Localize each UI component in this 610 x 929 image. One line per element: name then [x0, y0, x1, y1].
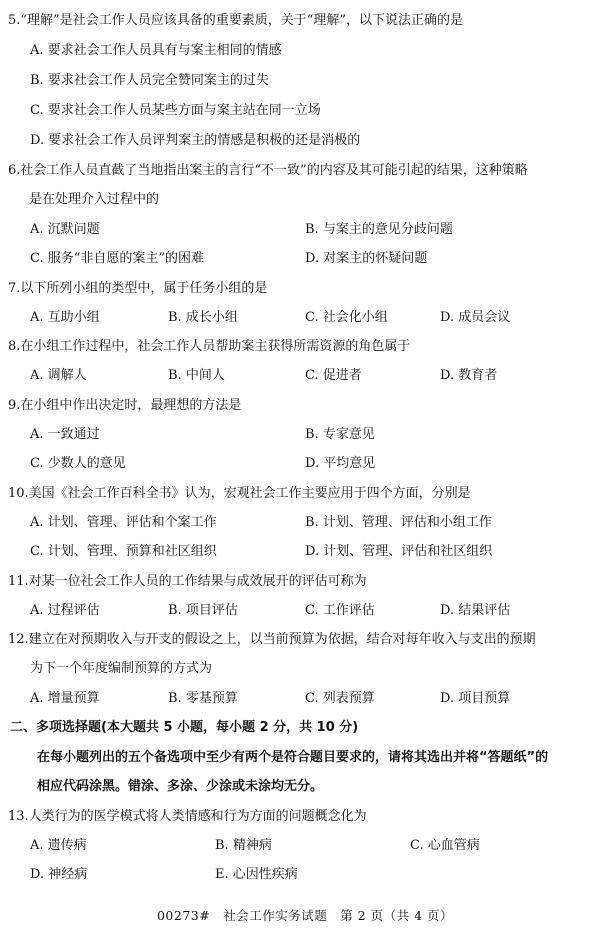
q5-stem: 5.“理解”是社会工作人员应该具备的重要素质，关于“理解”，以下说法正确的是 — [8, 13, 463, 28]
section-2-instruction-line2: 相应代码涂黑。错涂、多涂、少涂或未涂均无分。 — [37, 779, 324, 794]
q12-option-a: A. 增量预算 — [30, 691, 100, 706]
q7-option-d: D. 成员会议 — [440, 310, 511, 325]
q11-option-c: C. 工作评估 — [305, 603, 375, 618]
q13-option-b: B. 精神病 — [215, 838, 272, 853]
q12-option-c: C. 列表预算 — [305, 691, 375, 706]
q11-option-b: B. 项目评估 — [168, 603, 238, 618]
q12-option-d: D. 项目预算 — [440, 691, 511, 706]
q8-option-a: A. 调解人 — [30, 368, 87, 383]
section-2-title: 二、多项选择题(本大题共 5 小题，每小题 2 分，共 10 分) — [10, 720, 359, 735]
q8-stem: 8.在小组工作过程中，社会工作人员帮助案主获得所需资源的角色属于 — [8, 339, 411, 354]
q7-option-a: A. 互助小组 — [30, 310, 100, 325]
q8-option-b: B. 中间人 — [168, 368, 225, 383]
q9-option-b: B. 专家意见 — [305, 427, 375, 442]
q7-option-c: C. 社会化小组 — [305, 310, 388, 325]
q8-option-d: D. 教育者 — [440, 368, 498, 383]
q11-option-d: D. 结果评估 — [440, 603, 511, 618]
q10-stem: 10.美国《社会工作百科全书》认为，宏观社会工作主要应用于四个方面，分别是 — [8, 486, 471, 501]
q12-stem-line1: 12.建立在对预期收入与开支的假设之上，以当前预算为依据，结合对每年收入与支出的预期 — [8, 632, 536, 647]
q13-option-e: E. 心因性疾病 — [215, 867, 298, 882]
q10-option-b: B. 计划、管理、评估和小组工作 — [305, 515, 492, 530]
q6-option-b: B. 与案主的意见分歧问题 — [305, 222, 453, 237]
q10-option-a: A. 计划、管理、评估和个案工作 — [30, 515, 217, 530]
q6-stem-line2: 是在处理介入过程中的 — [29, 192, 160, 207]
page-footer: 00273# 社会工作实务试题 第 2 页（共 4 页） — [156, 908, 454, 923]
q12-stem-line2: 为下一个年度编制预算的方式为 — [30, 661, 213, 676]
q13-option-d: D. 神经病 — [30, 867, 88, 882]
q11-option-a: A. 过程评估 — [30, 603, 100, 618]
q7-stem: 7.以下所列小组的类型中，属于任务小组的是 — [8, 281, 268, 296]
q9-option-a: A. 一致通过 — [30, 427, 100, 442]
q13-option-a: A. 遗传病 — [30, 838, 87, 853]
q8-option-c: C. 促进者 — [305, 368, 362, 383]
q13-stem: 13.人类行为的医学模式将人类情感和行为方面的问题概念化为 — [8, 809, 367, 824]
q9-stem: 9.在小组中作出决定时，最理想的方法是 — [8, 398, 242, 413]
q11-stem: 11.对某一位社会工作人员的工作结果与成效展开的评估可称为 — [8, 574, 367, 589]
q10-option-c: C. 计划、管理、预算和社区组织 — [30, 544, 217, 559]
q9-option-c: C. 少数人的意见 — [30, 456, 126, 471]
q13-option-c: C. 心血管病 — [410, 838, 480, 853]
q9-option-d: D. 平均意见 — [305, 456, 376, 471]
q6-option-d: D. 对案主的怀疑问题 — [305, 251, 428, 266]
section-2-instruction-line1: 在每小题列出的五个备选项中至少有两个是符合题目要求的，请将其选出并将“答题纸”的 — [37, 750, 549, 765]
q7-option-b: B. 成长小组 — [168, 310, 238, 325]
q5-option-b: B. 要求社会工作人员完全赞同案主的过失 — [30, 73, 269, 88]
q6-stem-line1: 6.社会工作人员直截了当地指出案主的言行“不一致”的内容及其可能引起的结果，这种策略 — [8, 163, 528, 178]
q10-option-d: D. 计划、管理、评估和社区组织 — [305, 544, 493, 559]
q5-option-c: C. 要求社会工作人员某些方面与案主站在同一立场 — [30, 103, 321, 118]
q5-option-d: D. 要求社会工作人员评判案主的情感是积极的还是消极的 — [30, 133, 361, 148]
q6-option-c: C. 服务“非自愿的案主”的困难 — [30, 251, 205, 266]
q12-option-b: B. 零基预算 — [168, 691, 238, 706]
q6-option-a: A. 沉默问题 — [30, 222, 100, 237]
q5-option-a: A. 要求社会工作人员具有与案主相同的情感 — [30, 43, 282, 58]
